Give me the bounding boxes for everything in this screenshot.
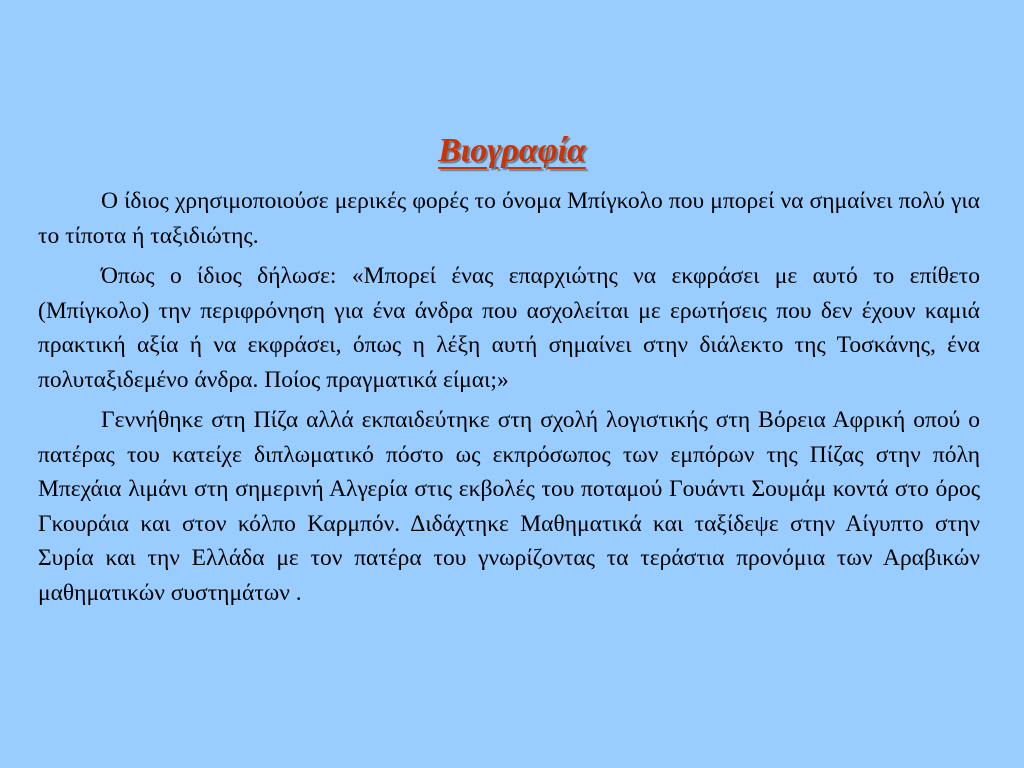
paragraph-2: Όπως ο ίδιος δήλωσε: «Μπορεί ένας επαρχιώτης να εκφράσει με αυτό το επίθετο (Μπίγκολο) την περιφρόνηση για ένα άνδρα που ασχολείται με ερωτήσεις που δεν έχουν καμιά πρακτική αξία ή να εκφράσει, όπως η λέξη αυτή σημαίνει στην διάλεκτο της Τοσκάνης, ένα πολυταξιδεμένο άνδρα. Ποίος πραγματικά είμαι;» [38, 263, 980, 393]
paragraph-1: Ο ίδιος χρησιμοποιούσε μερικές φορές το όνομα Μπίγκολο που μπορεί να σημαίνει πολύ για το τίποτα ή ταξιδιώτης. [38, 188, 980, 249]
slide-title: Βιογραφία [438, 132, 586, 169]
slide-body [38, 184, 980, 616]
paragraph-3: Γεννήθηκε στη Πίζα αλλά εκπαιδεύτηκε στη σχολή λογιστικής στη Βόρεια Αφρική οπού ο πατέρας του κατείχε διπλωματικό πόστο ως εκπρόσωπος των εμπόρων της Πίζας στην πόλη Μπεχάια λιμάνι στη σημερινή Αλγερία στις εκβολές του ποταμού Γουάντι Σουμάμ κοντά στο όρος Γκουράια και στον κόλπο Καρμπόν. Διδάχτηκε Μαθηματικά και ταξίδεψε στην Αίγυπτο στην Συρία και την Ελλάδα με τον πατέρα του γνωρίζοντας τα τεράστια προνόμια των Αραβικών μαθηματικών συστημάτων . [38, 407, 980, 606]
